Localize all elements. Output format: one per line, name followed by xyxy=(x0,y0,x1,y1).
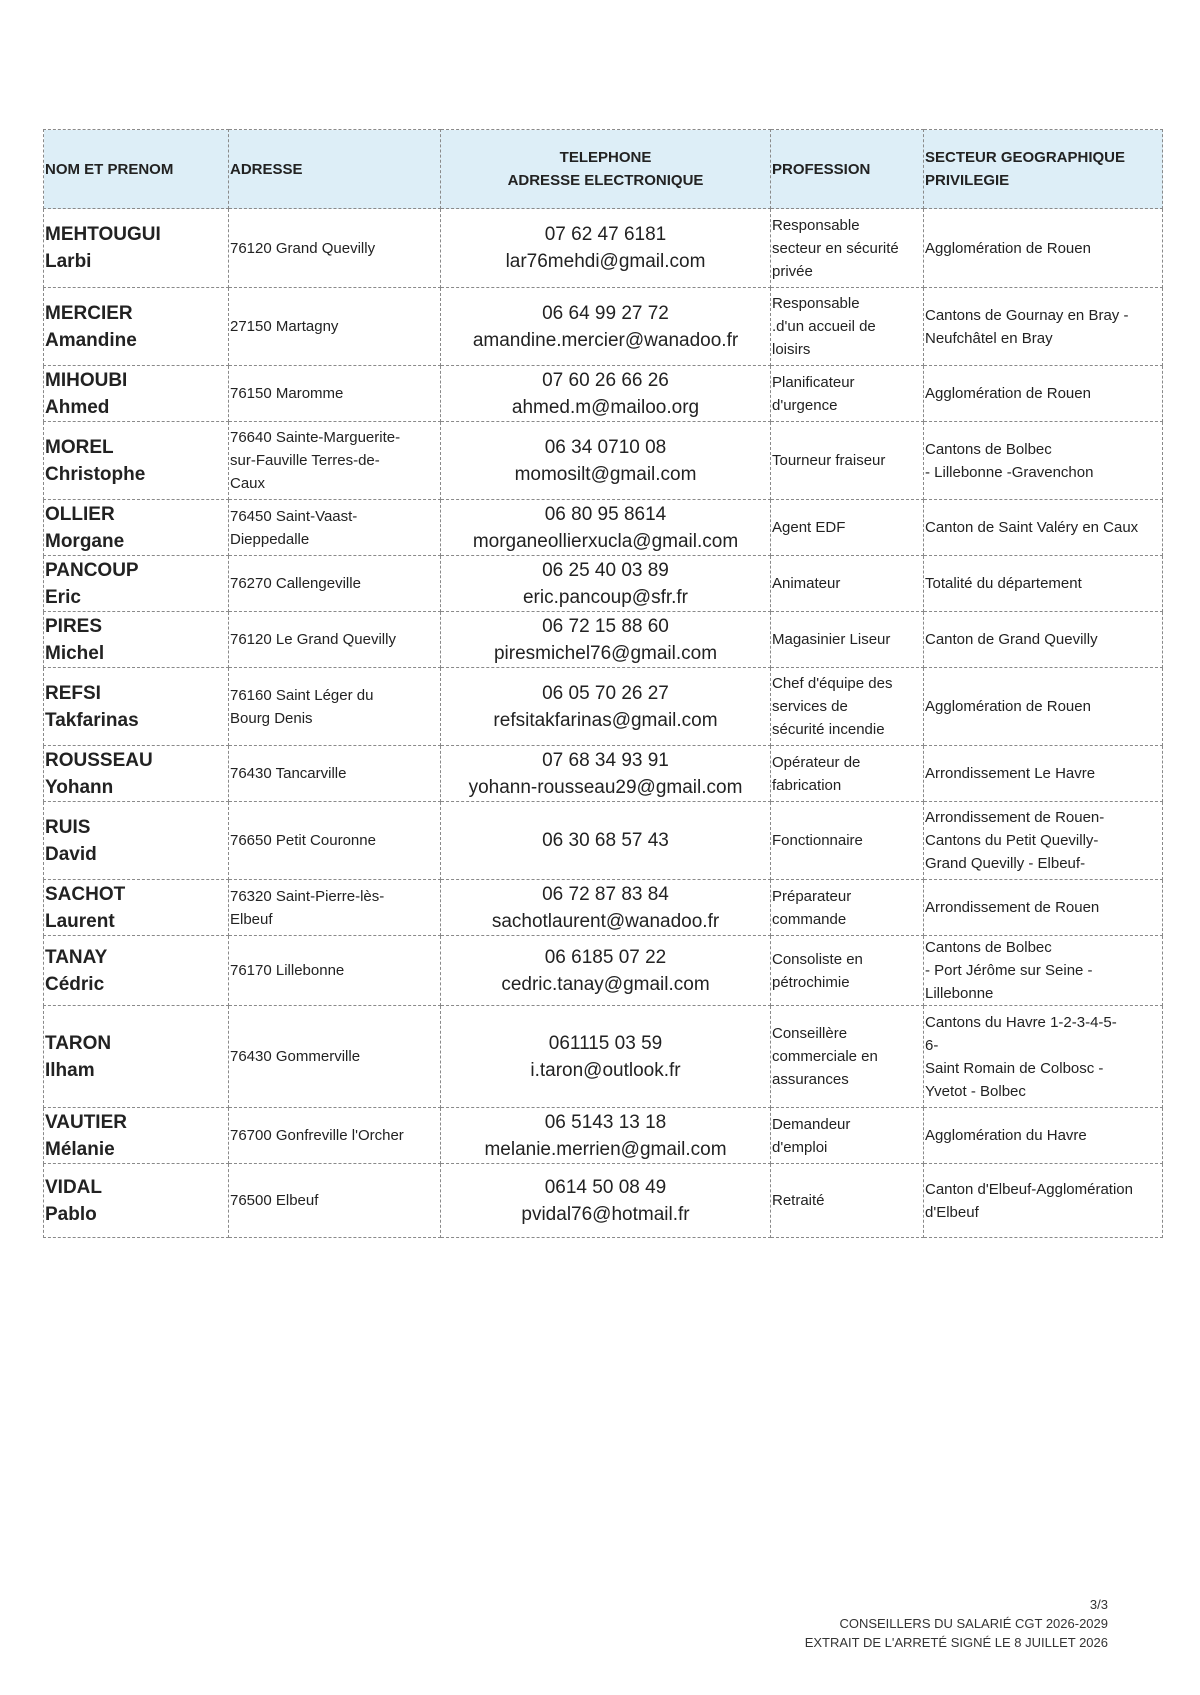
phone-number: 07 60 26 66 26 xyxy=(542,369,669,391)
cell-name xyxy=(44,668,229,746)
cell-contact xyxy=(441,556,771,612)
email-address: i.taron@outlook.fr xyxy=(530,1059,681,1081)
first-name: Christophe xyxy=(45,463,146,485)
email-address: lar76mehdi@gmail.com xyxy=(505,251,706,272)
first-name: Takfarinas xyxy=(45,709,139,731)
cell-address: 76120 Grand Quevilly xyxy=(229,209,441,288)
cell-name xyxy=(44,880,229,936)
phone-number: 07 68 34 93 91 xyxy=(542,749,669,771)
table-row xyxy=(44,556,1163,612)
cell-contact xyxy=(441,1006,771,1108)
cell-profession: Fonctionnaire xyxy=(771,802,924,880)
email-address: pvidal76@hotmail.fr xyxy=(521,1203,690,1225)
cell-contact xyxy=(441,880,771,936)
header-sector: SECTEUR GEOGRAPHIQUE PRIVILEGIE xyxy=(924,130,1163,209)
cell-profession: Animateur xyxy=(771,556,924,612)
phone-number: 06 5143 13 18 xyxy=(544,1111,667,1133)
table-row xyxy=(44,880,1163,936)
cell-contact xyxy=(441,209,771,288)
cell-profession: Retraité xyxy=(771,1164,924,1238)
cell-address: 76640 Sainte-Marguerite- sur-Fauville Terres-de- Caux xyxy=(229,422,441,500)
table-row xyxy=(44,746,1163,802)
cell-contact xyxy=(441,1164,771,1238)
table-row xyxy=(44,668,1163,746)
first-name: Eric xyxy=(45,586,81,608)
last-name: ROUSSEAU xyxy=(45,749,153,771)
email-address: eric.pancoup@sfr.fr xyxy=(522,586,689,608)
table-row xyxy=(44,936,1163,1006)
cell-address: 76150 Maromme xyxy=(229,366,441,422)
cell-profession: Agent EDF xyxy=(771,500,924,556)
cell-contact xyxy=(441,668,771,746)
first-name: Morgane xyxy=(45,530,125,552)
phone-number: 06 72 15 88 60 xyxy=(542,615,669,637)
cell-address: 76320 Saint-Pierre-lès- Elbeuf xyxy=(229,880,441,936)
last-name: REFSI xyxy=(45,682,101,704)
first-name: Ilham xyxy=(45,1059,95,1081)
first-name: Larbi xyxy=(45,251,92,272)
last-name: VAUTIER xyxy=(45,1111,127,1133)
cell-profession: Demandeur d'emploi xyxy=(771,1108,924,1164)
cell-contact xyxy=(441,366,771,422)
table-row xyxy=(44,1006,1163,1108)
email-address: amandine.mercier@wanadoo.fr xyxy=(472,329,739,351)
header-name: NOM ET PRENOM xyxy=(44,130,229,209)
table-header-row xyxy=(44,130,1163,209)
phone-number: 06 72 87 83 84 xyxy=(542,883,669,905)
cell-sector: Canton d'Elbeuf-Agglomération d'Elbeuf xyxy=(924,1164,1163,1238)
last-name: PIRES xyxy=(45,615,103,637)
email-address: cedric.tanay@gmail.com xyxy=(501,973,710,995)
cell-sector: Arrondissement de Rouen xyxy=(924,880,1163,936)
cell-profession: Conseillère commerciale en assurances xyxy=(771,1006,924,1108)
cell-name xyxy=(44,612,229,668)
table-row xyxy=(44,366,1163,422)
cell-sector: Agglomération de Rouen xyxy=(924,668,1163,746)
cell-profession: Responsable secteur en sécurité privée xyxy=(771,209,924,288)
table-row xyxy=(44,288,1163,366)
first-name: Michel xyxy=(45,642,105,664)
cell-sector: Totalité du département xyxy=(924,556,1163,612)
cell-profession: Tourneur fraiseur xyxy=(771,422,924,500)
first-name: Pablo xyxy=(45,1203,97,1225)
email-address: melanie.merrien@gmail.com xyxy=(484,1138,727,1160)
phone-number: 061115 03 59 xyxy=(548,1032,663,1054)
cell-profession: Magasinier Liseur xyxy=(771,612,924,668)
last-name: MOREL xyxy=(45,436,114,458)
cell-name xyxy=(44,746,229,802)
first-name: Amandine xyxy=(45,329,137,351)
last-name: SACHOT xyxy=(45,883,126,905)
cell-sector: Agglomération de Rouen xyxy=(924,209,1163,288)
header-profession: PROFESSION xyxy=(771,130,924,209)
cell-address: 76650 Petit Couronne xyxy=(229,802,441,880)
footer-decree: EXTRAIT DE L'ARRETÉ SIGNÉ LE 8 JUILLET 2026 xyxy=(804,1635,1108,1650)
first-name: Ahmed xyxy=(45,396,110,418)
cell-name xyxy=(44,1164,229,1238)
cell-profession: Responsable .d'un accueil de loisirs xyxy=(771,288,924,366)
cell-profession: Préparateur commande xyxy=(771,880,924,936)
page-footer xyxy=(805,1595,1108,1652)
cell-sector: Agglomération de Rouen xyxy=(924,366,1163,422)
cell-name xyxy=(44,500,229,556)
footer-title: CONSEILLERS DU SALARIÉ CGT 2026-2029 xyxy=(839,1616,1108,1631)
cell-contact xyxy=(441,802,771,880)
cell-sector: Cantons de Bolbec - Port Jérôme sur Seine - Lillebonne xyxy=(924,936,1163,1006)
email-address: refsitakfarinas@gmail.com xyxy=(493,709,718,731)
table-row xyxy=(44,209,1163,288)
first-name: David xyxy=(45,843,97,865)
phone-number: 07 62 47 6181 xyxy=(544,224,667,245)
cell-profession: Opérateur de fabrication xyxy=(771,746,924,802)
last-name: TANAY xyxy=(45,946,108,968)
email-address: sachotlaurent@wanadoo.fr xyxy=(491,910,720,932)
cell-name xyxy=(44,1006,229,1108)
cell-sector: Cantons de Gournay en Bray - Neufchâtel en Bray xyxy=(924,288,1163,366)
phone-number: 06 05 70 26 27 xyxy=(542,682,669,704)
cell-sector: Canton de Saint Valéry en Caux xyxy=(924,500,1163,556)
header-email: ADRESSE ELECTRONIQUE xyxy=(507,172,704,189)
email-address: yohann-rousseau29@gmail.com xyxy=(468,776,743,798)
cell-address: 76700 Gonfreville l'Orcher xyxy=(229,1108,441,1164)
last-name: VIDAL xyxy=(45,1176,102,1198)
cell-name xyxy=(44,802,229,880)
last-name: TARON xyxy=(45,1032,112,1054)
table-row xyxy=(44,802,1163,880)
header-address: ADRESSE xyxy=(229,130,441,209)
phone-number: 06 64 99 27 72 xyxy=(542,302,669,324)
cell-address: 76170 Lillebonne xyxy=(229,936,441,1006)
cell-sector: Arrondissement Le Havre xyxy=(924,746,1163,802)
last-name: MIHOUBI xyxy=(45,369,128,391)
last-name: PANCOUP xyxy=(45,559,139,581)
email-address: morganeollierxucla@gmail.com xyxy=(472,530,739,552)
table-row xyxy=(44,1108,1163,1164)
cell-address: 76160 Saint Léger du Bourg Denis xyxy=(229,668,441,746)
cell-sector: Agglomération du Havre xyxy=(924,1108,1163,1164)
table-row xyxy=(44,1164,1163,1238)
phone-number: 06 34 0710 08 xyxy=(544,436,667,458)
cell-name xyxy=(44,936,229,1006)
header-phone: TELEPHONE xyxy=(559,149,652,166)
cell-contact xyxy=(441,612,771,668)
email-address: piresmichel76@gmail.com xyxy=(493,642,718,664)
cell-name xyxy=(44,288,229,366)
cell-address: 76270 Callengeville xyxy=(229,556,441,612)
cell-contact xyxy=(441,936,771,1006)
page-number: 3/3 xyxy=(1089,1597,1108,1612)
first-name: Mélanie xyxy=(45,1138,115,1160)
header-contact xyxy=(441,130,771,209)
last-name: MEHTOUGUI xyxy=(45,224,161,245)
cell-contact xyxy=(441,500,771,556)
cell-name xyxy=(44,556,229,612)
last-name: RUIS xyxy=(45,816,91,838)
table-row xyxy=(44,612,1163,668)
cell-name xyxy=(44,1108,229,1164)
cell-contact xyxy=(441,746,771,802)
last-name: OLLIER xyxy=(45,503,115,525)
email-address: momosilt@gmail.com xyxy=(514,463,697,485)
cell-address: 76500 Elbeuf xyxy=(229,1164,441,1238)
phone-number: 06 80 95 8614 xyxy=(544,503,667,525)
first-name: Cédric xyxy=(45,973,105,995)
cell-contact xyxy=(441,288,771,366)
cell-address: 76120 Le Grand Quevilly xyxy=(229,612,441,668)
cell-sector: Cantons de Bolbec - Lillebonne -Gravenchon xyxy=(924,422,1163,500)
table-row xyxy=(44,500,1163,556)
table-row xyxy=(44,422,1163,500)
email-address: ahmed.m@mailoo.org xyxy=(511,396,700,418)
cell-name xyxy=(44,422,229,500)
last-name: MERCIER xyxy=(45,302,133,324)
phone-number: 06 30 68 57 43 xyxy=(542,830,669,851)
phone-number: 06 25 40 03 89 xyxy=(542,559,669,581)
cell-sector: Cantons du Havre 1-2-3-4-5- 6- Saint Romain de Colbosc - Yvetot - Bolbec xyxy=(924,1006,1163,1108)
cell-sector: Canton de Grand Quevilly xyxy=(924,612,1163,668)
phone-number: 0614 50 08 49 xyxy=(544,1176,667,1198)
cell-contact xyxy=(441,1108,771,1164)
cell-name xyxy=(44,366,229,422)
advisors-table xyxy=(43,129,1163,1238)
cell-address: 76450 Saint-Vaast- Dieppedalle xyxy=(229,500,441,556)
first-name: Laurent xyxy=(45,910,115,932)
first-name: Yohann xyxy=(45,776,114,798)
phone-number: 06 6185 07 22 xyxy=(544,946,667,968)
cell-address: 76430 Gommerville xyxy=(229,1006,441,1108)
cell-name xyxy=(44,209,229,288)
cell-profession: Chef d'équipe des services de sécurité incendie xyxy=(771,668,924,746)
cell-profession: Planificateur d'urgence xyxy=(771,366,924,422)
cell-profession: Consoliste en pétrochimie xyxy=(771,936,924,1006)
cell-address: 27150 Martagny xyxy=(229,288,441,366)
cell-address: 76430 Tancarville xyxy=(229,746,441,802)
cell-contact xyxy=(441,422,771,500)
cell-sector: Arrondissement de Rouen- Cantons du Petit Quevilly- Grand Quevilly - Elbeuf- xyxy=(924,802,1163,880)
